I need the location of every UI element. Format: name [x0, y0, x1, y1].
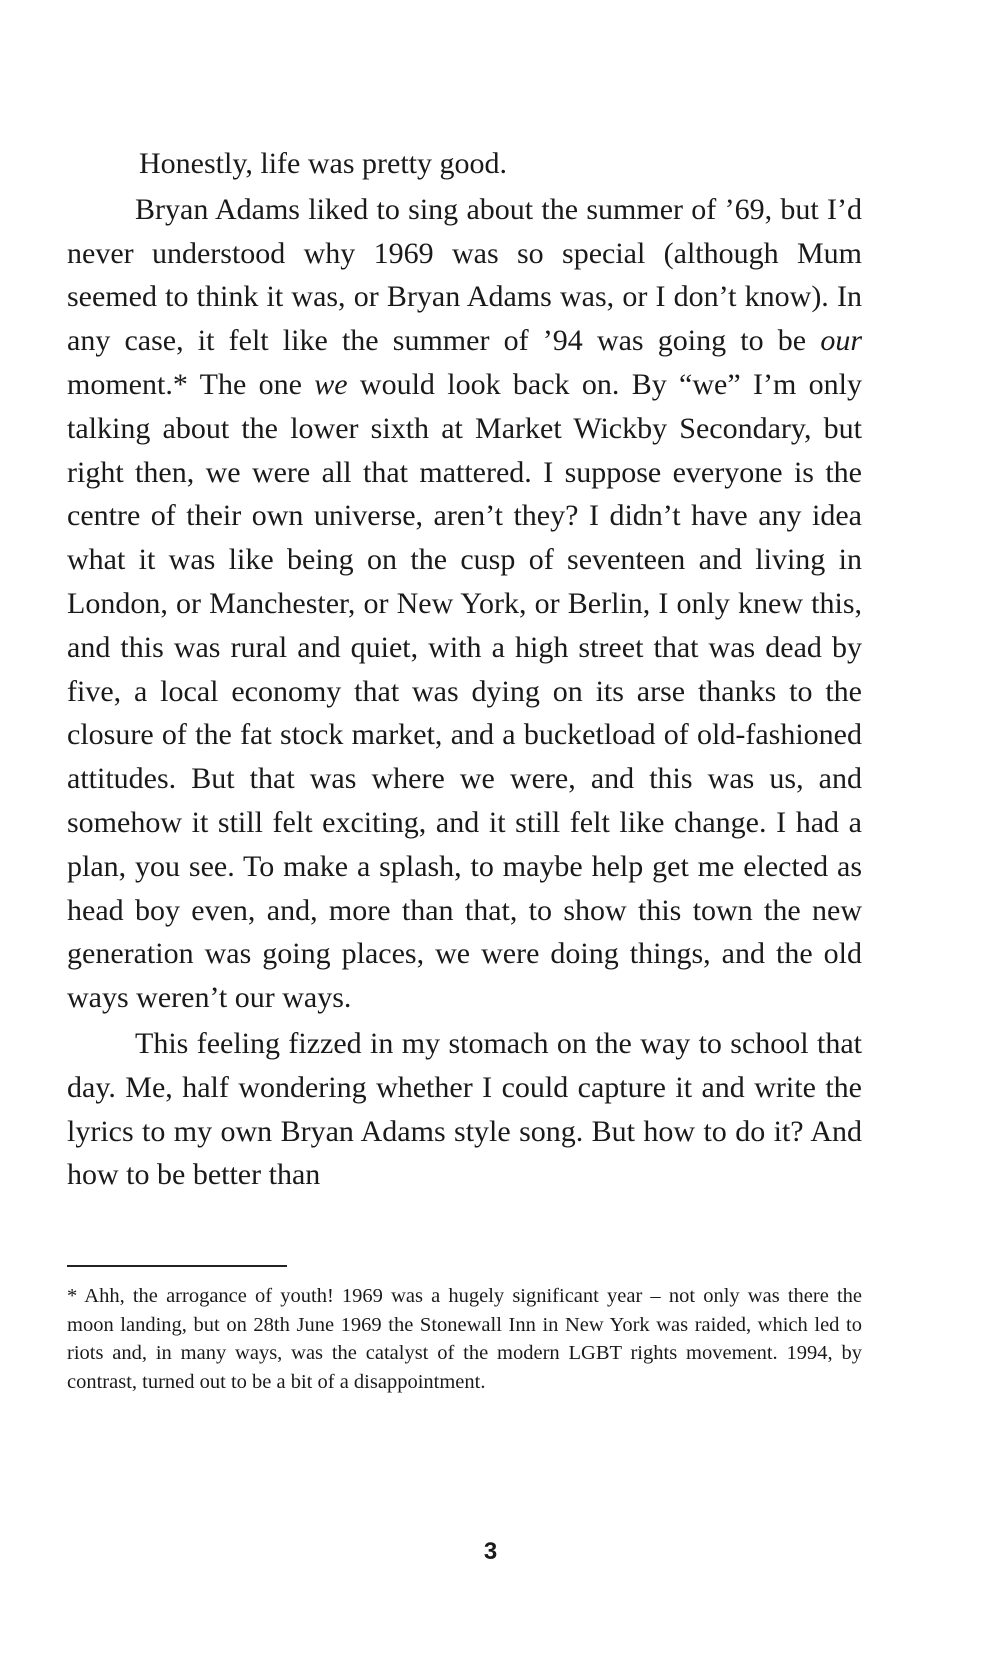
- footnote: [67, 1282, 862, 1396]
- paragraph-2-text-a: Bryan Adams liked to sing about the summer of ’69, but I’d never understood why 1969 was so special (although Mum seemed to think it was, or Bryan Adams was, or I don’t know). In any case, it felt like the summer of ’94 was going to be: [67, 192, 862, 358]
- paragraph-3: This feeling fizzed in my stomach on the way to school that day. Me, half wondering whether I could capture it and write the lyrics to my own Bryan Adams style song. But how to do it? And how to be better than: [67, 1026, 862, 1192]
- footnote-divider: [67, 1265, 287, 1267]
- page-number: 3: [483, 1538, 498, 1565]
- paragraph-2-text-d: would look back on. By “we” I’m only talking about the lower sixth at Market Wickby Secondary, but right then, we were all that mattered. I suppose everyone is the centre of their own universe, aren’t they? I didn’t have any idea what it was like being on the cusp of seventeen and living in London, or Manchester, or New York, or Berlin, I only knew this, and this was rural and quiet, with a high street that was dead by five, a local economy that was dying on its arse thanks to the closure of the fat stock market, and a bucketload of old-fashioned attitudes. But that was where we were, and this was us, and somehow it still felt exciting, and it still felt like change. I had a plan, you see. To make a splash, to maybe help get me elected as head boy even, and, more than that, to show this town the new generation was going places, we were doing things, and the old ways weren’t our ways.: [67, 367, 862, 1015]
- paragraph-2: [67, 188, 862, 1020]
- paragraph-2-text-c: The one: [187, 367, 315, 401]
- footnote-paragraph: [67, 1282, 862, 1396]
- emphasis-our: our: [820, 324, 862, 358]
- footnote-marker: *: [67, 1285, 78, 1307]
- footnote-text: Ahh, the arrogance of youth! 1969 was a hugely significant year – not only was there the moon landing, but on 28th June 1969 the Stonewall Inn in New York was raided, which led to riots and, in many ways, was the catalyst of the modern LGBT rights movement. 1994, by contrast, turned out to be a bit of a disappointment.: [67, 1285, 862, 1393]
- paragraph-2-text-b: moment.: [67, 367, 173, 401]
- body-text: [67, 142, 862, 1197]
- footnote-reference: *: [172, 367, 188, 401]
- paragraph-1: Honestly, life was pretty good.: [139, 147, 507, 180]
- emphasis-we: we: [314, 367, 348, 401]
